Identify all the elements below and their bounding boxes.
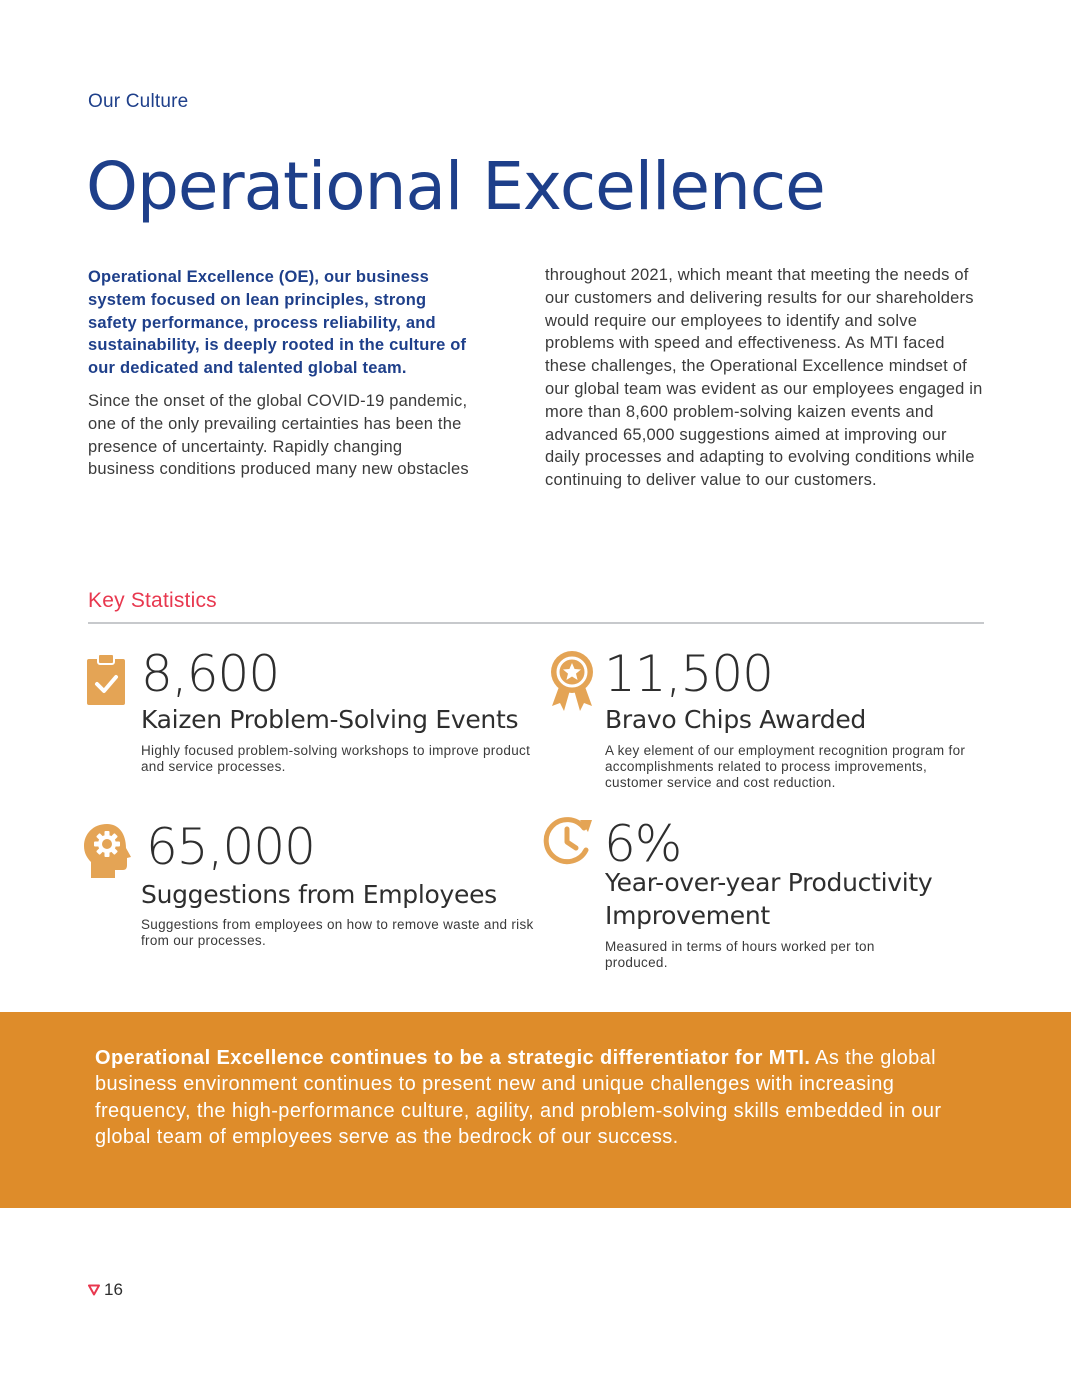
intro-lead: Operational Excellence (OE), our business system focused on lean principles, strong safety performance, process reliability, and sustainability, is deeply rooted in the culture of our dedicated and talented global team. (88, 268, 467, 378)
stat-value: 6% (604, 815, 682, 873)
page-title: Operational Excellence (86, 148, 825, 225)
stat-label: Suggestions from Employees (141, 880, 497, 909)
banner-body: As the global business environment continues to present new and unique challenges with increasing frequency, the high-performance culture, agility, and problem-solving skills embedded in our global team of employees serve as the bedrock of our success. (95, 1047, 942, 1148)
intro-right-column (545, 264, 985, 492)
stat-label: Year-over-year Productivity Improvement (605, 868, 933, 930)
banner-text (95, 1045, 975, 1150)
award-ribbon-icon (548, 650, 596, 712)
clock-arrow-icon (540, 816, 596, 866)
stat-value: 11,500 (604, 645, 773, 703)
page-number: 16 (104, 1280, 123, 1299)
stat-label: Bravo Chips Awarded (605, 705, 866, 734)
clipboard-check-icon (86, 652, 126, 706)
intro-paragraph-left: Since the onset of the global COVID-19 pandemic, one of the only prevailing certainties has been the presence of uncertainty. Rapidly changing business conditions produced many new obstacles (88, 391, 469, 479)
intro-left-column (88, 266, 473, 481)
stat-value: 65,000 (146, 818, 315, 876)
stat-description: A key element of our employment recognition program for accomplishments related to process improvements, customer service and cost reduction. (605, 743, 966, 790)
stat-description: Suggestions from employees on how to remove waste and risk from our processes. (141, 917, 534, 948)
stat-description: Highly focused problem-solving workshops to improve product and service processes. (141, 743, 531, 774)
section-divider (88, 622, 984, 624)
stat-description: Measured in terms of hours worked per ton produced. (605, 939, 875, 970)
stat-value: 8,600 (141, 645, 280, 703)
stat-label: Kaizen Problem-Solving Events (141, 705, 519, 734)
section-label: Our Culture (88, 91, 189, 112)
banner-bold-statement: Operational Excellence continues to be a strategic differentiator for MTI. (95, 1047, 811, 1069)
key-statistics-heading: Key Statistics (88, 589, 217, 612)
intro-paragraph-right: throughout 2021, which meant that meeting the needs of our customers and delivering results for our shareholders would require our employees to identify and solve problems with speed and effectiveness. As MTI faced these challenges, the Operational Excellence mindset of our global team was evident as our employees engaged in more than 8,600 problem-solving kaizen events and advanced 65,000 suggestions aimed at improving our daily processes and adapting to evolving conditions while continuing to deliver value to our customers. (545, 266, 983, 490)
page-footer (88, 1280, 123, 1300)
triangle-logo-icon (88, 1284, 100, 1296)
head-gear-icon (81, 822, 133, 880)
